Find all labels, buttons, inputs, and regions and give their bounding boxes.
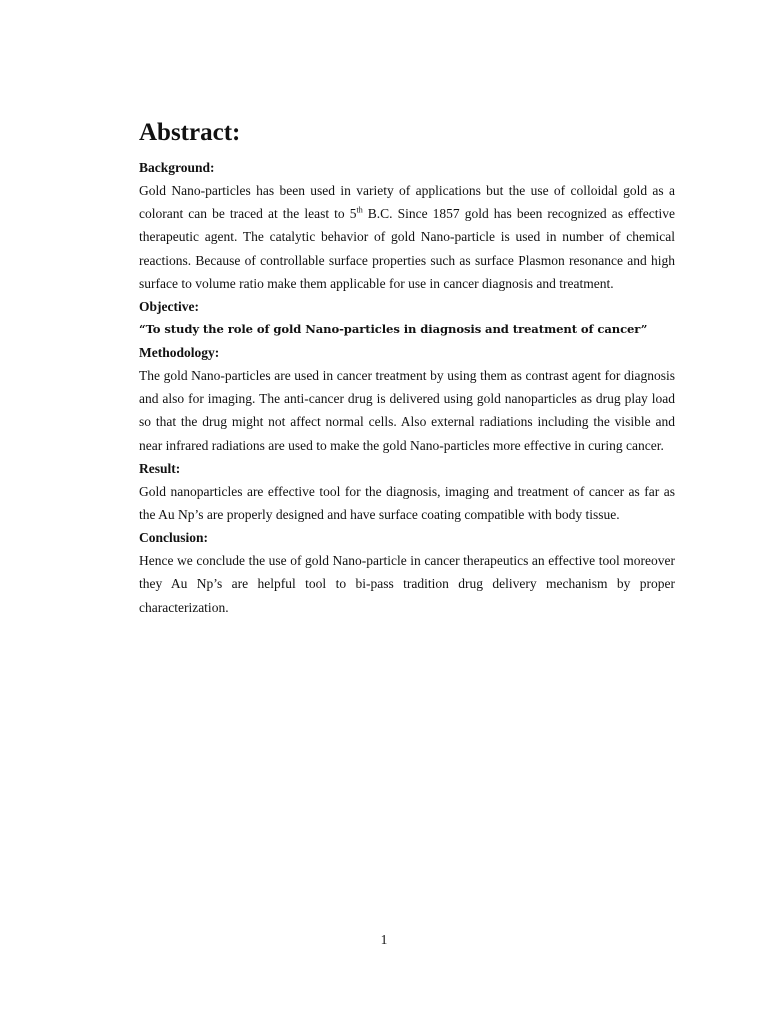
objective-section <box>139 295 675 341</box>
background-text <box>139 179 675 295</box>
methodology-heading: Methodology: <box>139 345 220 361</box>
result-text: Gold nanoparticles are effective tool for the diagnosis, imaging and treatment of cancer as far as the Au Np’s are properly designed and have surface coating compatible with body tissue. <box>139 483 675 523</box>
background-text-part2: B.C. Since 1857 gold has been recognized as effective therapeutic agent. The catalytic behavior of gold Nano-particle is used in number of chemical reactions. Because of controllable surface properties such as surface Plasmon resonance and high surface to volume ratio make them applicable for use in cancer diagnosis and treatment. <box>139 206 675 291</box>
background-section <box>139 156 675 295</box>
conclusion-text: Hence we conclude the use of gold Nano-particle in cancer therapeutics an effective tool moreover they Au Np’s are helpful tool to bi-pass tradition drug delivery mechanism by proper characterization. <box>139 553 675 615</box>
background-heading: Background: <box>139 160 215 175</box>
objective-text: “To study the role of gold Nano-particles in diagnosis and treatment of cancer” <box>139 322 648 337</box>
document-body <box>139 116 675 619</box>
background-text-part1: Gold Nano-particles has been used in variety of applications but the use of colloidal gold as a colorant can be traced at the least to 5 <box>139 183 675 222</box>
page-number: 1 <box>380 932 388 947</box>
conclusion-heading: Conclusion: <box>139 530 209 546</box>
result-section <box>139 457 675 526</box>
background-text-superscript: th <box>356 205 363 215</box>
methodology-text: The gold Nano-particles are used in cancer treatment by using them as contrast agent for diagnosis and also for imaging. The anti-cancer drug is delivered using gold nanoparticles as drug play load so that the drug might not affect normal cells. Also external radiations including the visible and near infrared radiations are used to make the gold Nano-particles more effective in curing cancer. <box>139 368 675 453</box>
conclusion-section <box>139 526 675 619</box>
result-heading: Result: <box>139 460 181 476</box>
page-title: Abstract: <box>139 119 241 146</box>
objective-heading: Objective: <box>139 299 199 315</box>
methodology-section <box>139 341 675 457</box>
